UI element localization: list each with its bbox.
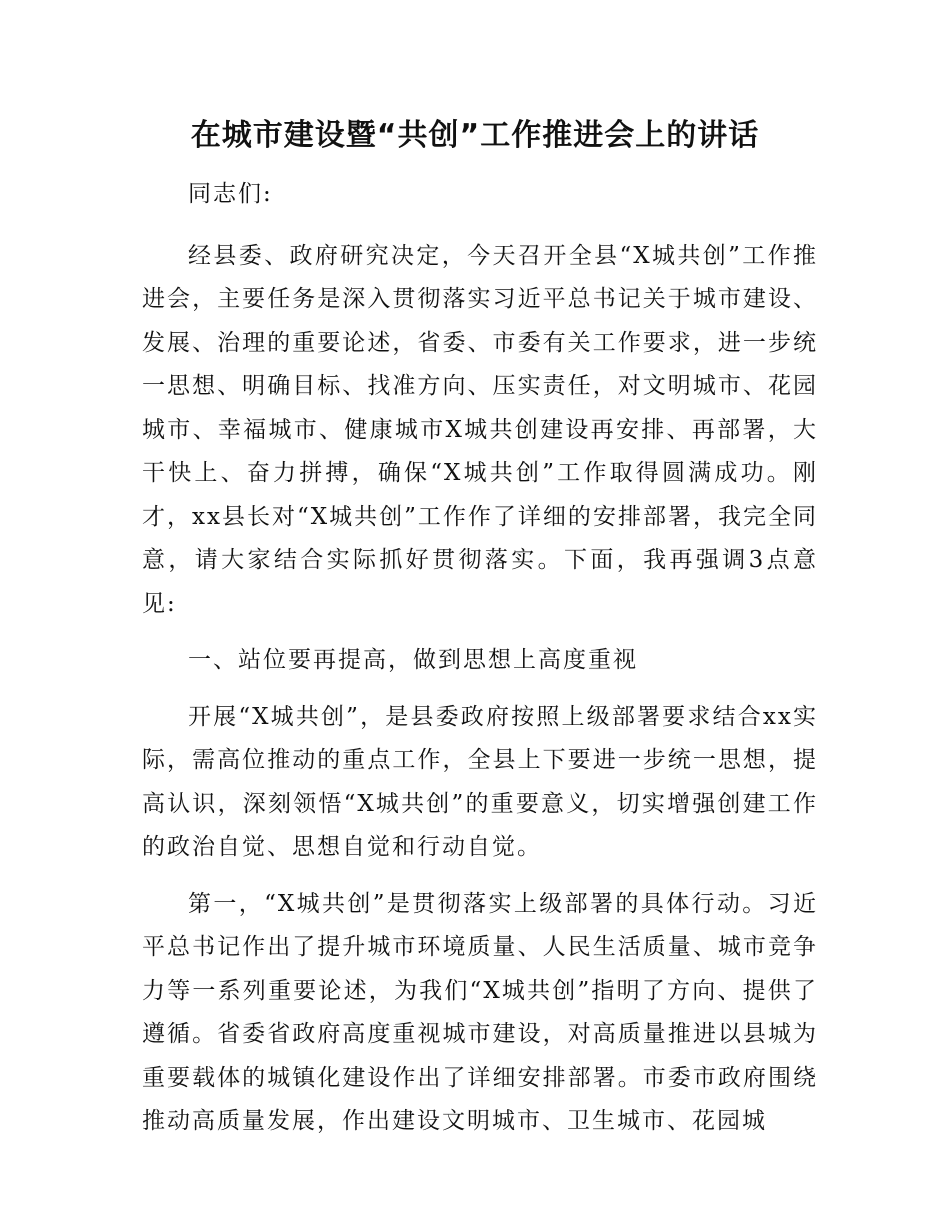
paragraph-intro: 经县委、政府研究决定，今天召开全县“X城共创”工作推进会，主要任务是深入贯彻落实习近平总书记关于城市建设、发展、治理的重要论述，省委、市委有关工作要求，进一步统一思想、明确目标、找准方向、压实责任，对文明城市、花园城市、幸福城市、健康城市X城共创建设再安排、再部署，大干快上、奋力拼搏，确保“X城共创”工作取得圆满成功。刚才，xx县长对“X城共创”工作作了详细的安排部署，我完全同意，请大家结合实际抓好贯彻落实。下面，我再强调3点意见: [142,242,818,617]
paragraph-section-1: 开展“X城共创”，是县委政府按照上级部署要求结合xx实际，需高位推动的重点工作，全县上下要进一步统一思想，提高认识，深刻领悟“X城共创”的重要意义，切实增强创建工作的政治自觉、思想自觉和行动自觉。 [142,703,818,860]
document-title: 在城市建设暨“共创”工作推进会上的讲话 [190,118,760,153]
section-heading-1: 一、站位要再提高，做到思想上高度重视 [188,647,638,673]
paragraph-point-1: 第一，“X城共创”是贯彻落实上级部署的具体行动。习近平总书记作出了提升城市环境质量、人民生活质量、城市竞争力等一系列重要论述，为我们“X城共创”指明了方向、提供了遵循。省委省政府高度重视城市建设，对高质量推进以县城为重要载体的城镇化建设作出了详细安排部署。市委市政府围绕推动高质量发展，作出建设文明城市、卫生城市、花园城 [142,890,818,1134]
document-body [142,173,818,1157]
salutation: 同志们: [188,181,273,207]
